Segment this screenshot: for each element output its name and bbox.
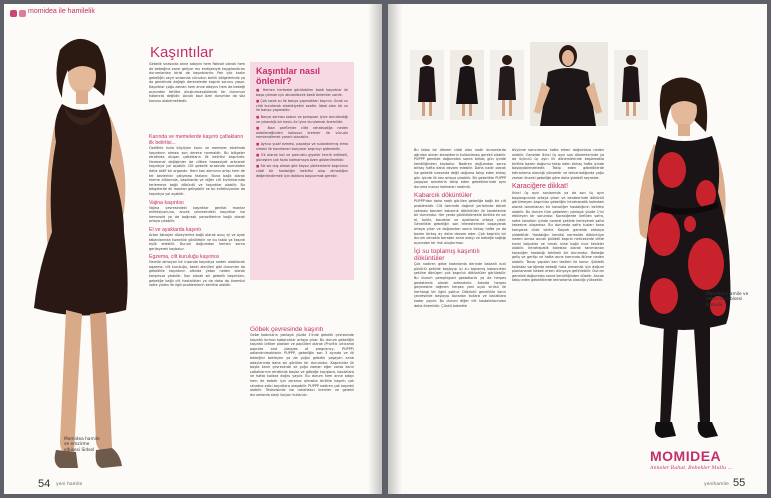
section-heading: Karaciğere dikkat! — [512, 183, 569, 191]
magazine-label: yeni hamile — [56, 482, 83, 487]
bullet-icon: ■ — [256, 88, 263, 92]
magazine-label: yenihamile — [704, 482, 729, 487]
bullet-icon: ■ — [256, 114, 261, 119]
brand-logo: MOMIDEA — [650, 448, 722, 464]
box-bullet: ■ Ayrıca yulaf ezmesi, papatya ve sulandırılmış elma sirkesi ile hazırlanan banyolar kaşıntıyı giderebilir. — [256, 141, 348, 151]
box-bullet: ■ Ek olarak bol ve pamuklu giysiler tercih edilmeli, güneşten çok fazla kalmamaya özen gösterilmelidir. — [256, 153, 348, 162]
page-number: 54 — [38, 478, 51, 490]
brand-tagline: Anneler Rahat, Bebekler Mutlu ... — [650, 466, 733, 471]
thumbnail-large — [530, 42, 608, 126]
section-text: Vajina çevresindeki kaşıntılar genital mantar enfeksiyonuna, ancak çevresindeki kaşıntılar ise hemoroid ya da bağırsak parazitlerine bağlı olarak ortaya çıkabilir. — [149, 205, 245, 224]
section-text: İkinci üç ayın sonlarında ya da son üç ayın başlangıcında ortaya çıkan ve beraberinde döküntü görülmeyen kaşıntılar gebeliğin intrahepatik kolestazı olarak tanımlanan bir karaciğer hastalığının belirtisi olabilir. Bu durum tüm gebelerin yaklaşık yüzde 1'ini etkileyen bir sorundur. Karaciğerde üretilen safra, safra kanalları içinde normal şekilde ilerleyerek safra kesesine ulaşamaz. Bu durumda safra tuzları kana karışarak cilde birikir. Kaşıntı genelde oldukça şiddetlidir. Hastalığın kendisi normalde döküntüye neden olmaz ancak şiddetli kaşıntı neticesinde ciltte kısmi kabuklar ve tırnak izine bağlı ince kesikler olabilir. İntrahepatik kolestaz olarak tanımlanan karaciğer hastalığı tehlikeli bir durumdur. Bebeğe geliş ve gerilip ve hatta anne karnında ölüme neden olabilir. Tanısı yapılan kan testleri ile konur. Şiddetli kolestaz varlığında bebeği hızla almamak için doğum planlanarak bebek erken dünyaya getirilebilir. Durum genelde doğumdan sonra kendiliğinden düzelir. Ancak takip eden gebeliklerde tekrarlama olasılığı yüksektir. — [512, 191, 604, 283]
section-label: momidea ile hamilelik — [28, 8, 95, 15]
model-caption: Momidea hamile ve emzirme elbisesi Sidsel — [64, 437, 100, 453]
section-text: Özellikle hızla büyüyen karın ve memeler etrafında kaşıntının olması son derece normaldir. Bu bölgeler etrafında oluşan çatlakların ilk belirtisi kaşıntıdır. Hormonal değişimler de cilttee hassasiyet artırarak kaşıntıya yol açabilir. Cilt gebelik sırasında normalden daha aktif bir organdır. Hem kan akımının artışı hem de ter bezlerinin çalışması fazlanır. Buna bağlı olarak meme altlarında, kasıklarda ve diğer cilt kıvrımlarında terlemeye bağlı döküntü ve kaşıntılar olabilir. Bu bölgelerde dil mantarı gelişebilir ve bu enfeksiyonlar da kaşıntıya yol açabilir. — [149, 146, 245, 196]
gobek-section — [250, 326, 354, 397]
right-col2 — [512, 148, 604, 283]
model-photo-sidsel — [12, 32, 150, 492]
section-heading: El ve ayaklarda kaşıntı — [149, 226, 202, 233]
section-heading: Göbek çevresinde kaşıntı — [250, 326, 324, 333]
gutter-shadow — [388, 4, 402, 494]
col1-intro: Bu tablo bir dönem ciddi olan nadir durumlarda ağrıdan alınan steroidlerin kullanılması gerekli olabilir. PUPPP genelde doğumdan sonra birkaç gün içinde kendiliğinden kaybolur. Nadiren doğumdan sonra birkaç hafta daha devam edebilir. Daha nadir olarak ise gebelik sırasında değil doğuma takip eden birkaç gün içinde ilk kez ortaya çıkabilir. Bir gebelikte PUPPP yaşayan annelerin takip eden gebeliklerinde aynı duruma maruz kalmaları nadirdir. — [414, 148, 506, 189]
section-heading: Vajina kaşıntısı — [149, 199, 184, 206]
bullet-icon: ■ — [256, 164, 261, 169]
section-text: PUPPP'dan daha nadir görülen gebeliğe bağlı bir cilt problemidir. Cilt üzerinde dağınık yerlerinde böcek sokması benzeri kabarcık döküntüler ile karakterize bir durumdur. Her yerde görülebilmekle birlikte en sık el, kollar, bacaklar ve ayaklarda ortaya çıkar. Genellikle gebeliğin son trimesterinde başlayarak ortaya çıkar ve doğumdan sonra birkaç hafta ya da bazen birkaç ay daha devam eder. Çok kaşıntılı bir durum olmakla beraber anne adayı ve bebeğe sağlığı açısından bir risk oluşturmaz. — [414, 199, 506, 245]
bullet-icon: ■ — [256, 153, 262, 158]
section-square-icon — [19, 10, 26, 17]
col1-sections — [149, 134, 245, 288]
box-bullet: ■ Hemen herkeste görülebilen basit kaşıntılar ile başa çıkmak için alınabilecek basit önlemler vardır. — [256, 88, 348, 97]
model-caption: Momidea hamile ve emzirme elbisesi Isabelle — [706, 292, 749, 308]
thumbnail — [410, 50, 444, 120]
model-photo-isabelle — [614, 74, 744, 454]
box-title: Kaşıntılar nasıl önlenir? — [256, 66, 321, 86]
col2-intro: büyüme sorunlarına hatta erken doğumlara neden olabilir. Genelde ikinci üç ayın son dönemlerinde ya da üçüncü üç ayın ilk dönemlerinde başlamakla birlikte bazen doğumu takip eden birkaç hafta içinde başlayabilmektedir. Takip eden gebeliklerde tekrarlama olasılığı yüksektir ve tekrarladığında çoğu zaman önceki gebeliğe göre daha şiddetli seyreder. — [512, 148, 604, 180]
box-bullet: ■ Çok sıcak su ile banyo yapmaktan kaçının. Sıcak su cildi kurutarak elastikiyetini azaltır. İdeal olan ılık su ile banyo yapmaktır. — [256, 99, 348, 113]
section-square-icon — [10, 10, 17, 17]
box-bullet: ■ Banyo sonrası sabun ve şampuan iyice durulandığı ve yıkandığı bir havlu ile iyice kurulamak önemlidir. — [256, 114, 348, 124]
article-title: Kaşıntılar — [150, 44, 214, 61]
section-text: Hamile olmayan bir insanda kaşıntıya neden olabilecek egzema, cilt kuruluğu, besin alerjileri gibi durumlar da gebelikte kaşıntının altında yatan neden olarak karşımıza çıkabilir. Son olarak sık gebelik kaşıntıları, gebeliğe bağlı cilt hastalıkları ya da daha da önemlisi safra yolları ile ilgili problemlerin belirtisi olabilir. — [149, 260, 245, 288]
section-text: Artan östrojen düzeylerine bağlı olarak avuç içi ve ayak tabanlarında kızarıklık görülebilir ve bu tablo ya kaşıntı eşlik edebilir. Durum doğumdan hemen sonra gerileyerek kaybolur. — [149, 232, 245, 251]
bullet-icon: ■ — [256, 99, 261, 104]
left-page — [4, 4, 382, 494]
thumbnail — [490, 50, 524, 120]
right-page — [388, 4, 767, 494]
box-bullet: ■ Bazı parfümler cilte rahatsızlığa neden olabileceğinden kokusuz kremler ile vücudu nemlendirmek yararlı olacaktır. — [256, 126, 348, 140]
right-col1 — [414, 148, 506, 308]
section-text: Çok nadiren gebe kadınlarda derinde kabarık kızıl püsürlü şekilde başlayıp içi su toplamış kabarcıklar şekline dönüşen çok kaşıntılı döküntüler görülebilir. Bu durum pemphigoid gestationis ya da herpes gestationis olarak adlandırılır. Adında herpes geçmesine rağmen herpes yani uçuk virüsü ile herhangi bir ilgisi yoktur. Döküntü genellikle karın çevresinde başlayıp buradan kollara ve bacaklara kadar yayılır. Bu durum diğer cilt hastalıklarından daha önemlidir. Çünkü bebekte — [414, 262, 506, 308]
section-heading: Egzema, cilt kuruluğu kaşıntısı — [149, 254, 220, 261]
bullet-icon: ■ — [256, 126, 268, 131]
box-bullet: ■ Sık sık duş almak gibi ilaçsız yöntemlerle kaşıntının ciddi bir hastalığın belirtisi olup olmadığını değerlendirmek için doktora başvurmak gerekir. — [256, 164, 348, 178]
page-number: 55 — [733, 477, 746, 489]
section-text: Gebe kadınların yaklaşık yüzde 1'inde gebelik çevresinde kaşıntılı kırmızı kabarcıklar ortaya çıkar. Bu durum gebeliğin kaşıntılı ürtiker plakları ve papülleri olarak (Pruritic urticarial papules and plaques of pregnancy- PUPPP) adlandırılmaktadır. PUPPP, gebeliğin son 3 ayında ve ilk bebeğini bekleyen ya da çoğul gebelik yaşayan anne adaylarında daha sık görülen bir durumdur. Kaşıntılılar ilk başta karın çevresinde ve çoğu zaman eğer varsa karın çatlaklarının etrafında başlar ve göbeğe kaçışlara, bacaklara ve hatta kollara doğru yayılır. Bu durum hem anne adayı hem de bebek için zararsız olmakla birlikte kaşıntı çok rahatsız edici boyutlara ulaşabilir. PUPPP nadiren çok kaşıntılı olabilir. Tedavisinde ise rahatlatıcı kremler ve gerekli durumlarda alerji ilaçları kullanılır. — [250, 333, 354, 397]
section-heading: Karında ve memelerde kaşıntı çatlakların ilk belirtisi... — [149, 134, 244, 146]
thumbnail — [450, 50, 484, 120]
prevention-box — [250, 62, 354, 280]
gutter-shadow — [368, 4, 382, 494]
section-heading: İçi su toplamış kaşıntılı döküntüler — [414, 248, 480, 263]
bullet-icon: ■ — [256, 141, 261, 146]
box-bullets — [250, 88, 354, 178]
intro-text: Gebelik sırasında anne adayını hem fiziksel olarak hem de bebeğine zarar geliyor mu endişesiyle kaygılandıran durumlardan birisi de kaşıntılardır. Pek çok kadın gebeliğin seyri sırasında vücudun belirli bölgelerinde ya da genelinde değişik derecelerde kaşıntı sorunu yaşar. Kaşıntılar çoğu zaman hem anne adayını hem de bebeği açısından tehlike oluşturmayabilecek bir durumun habercisi değildir. Ancak bazı özel durumlar da söz konusu olabilmektedir. — [149, 62, 245, 103]
section-heading: Kabarcık döküntüler — [414, 192, 472, 200]
